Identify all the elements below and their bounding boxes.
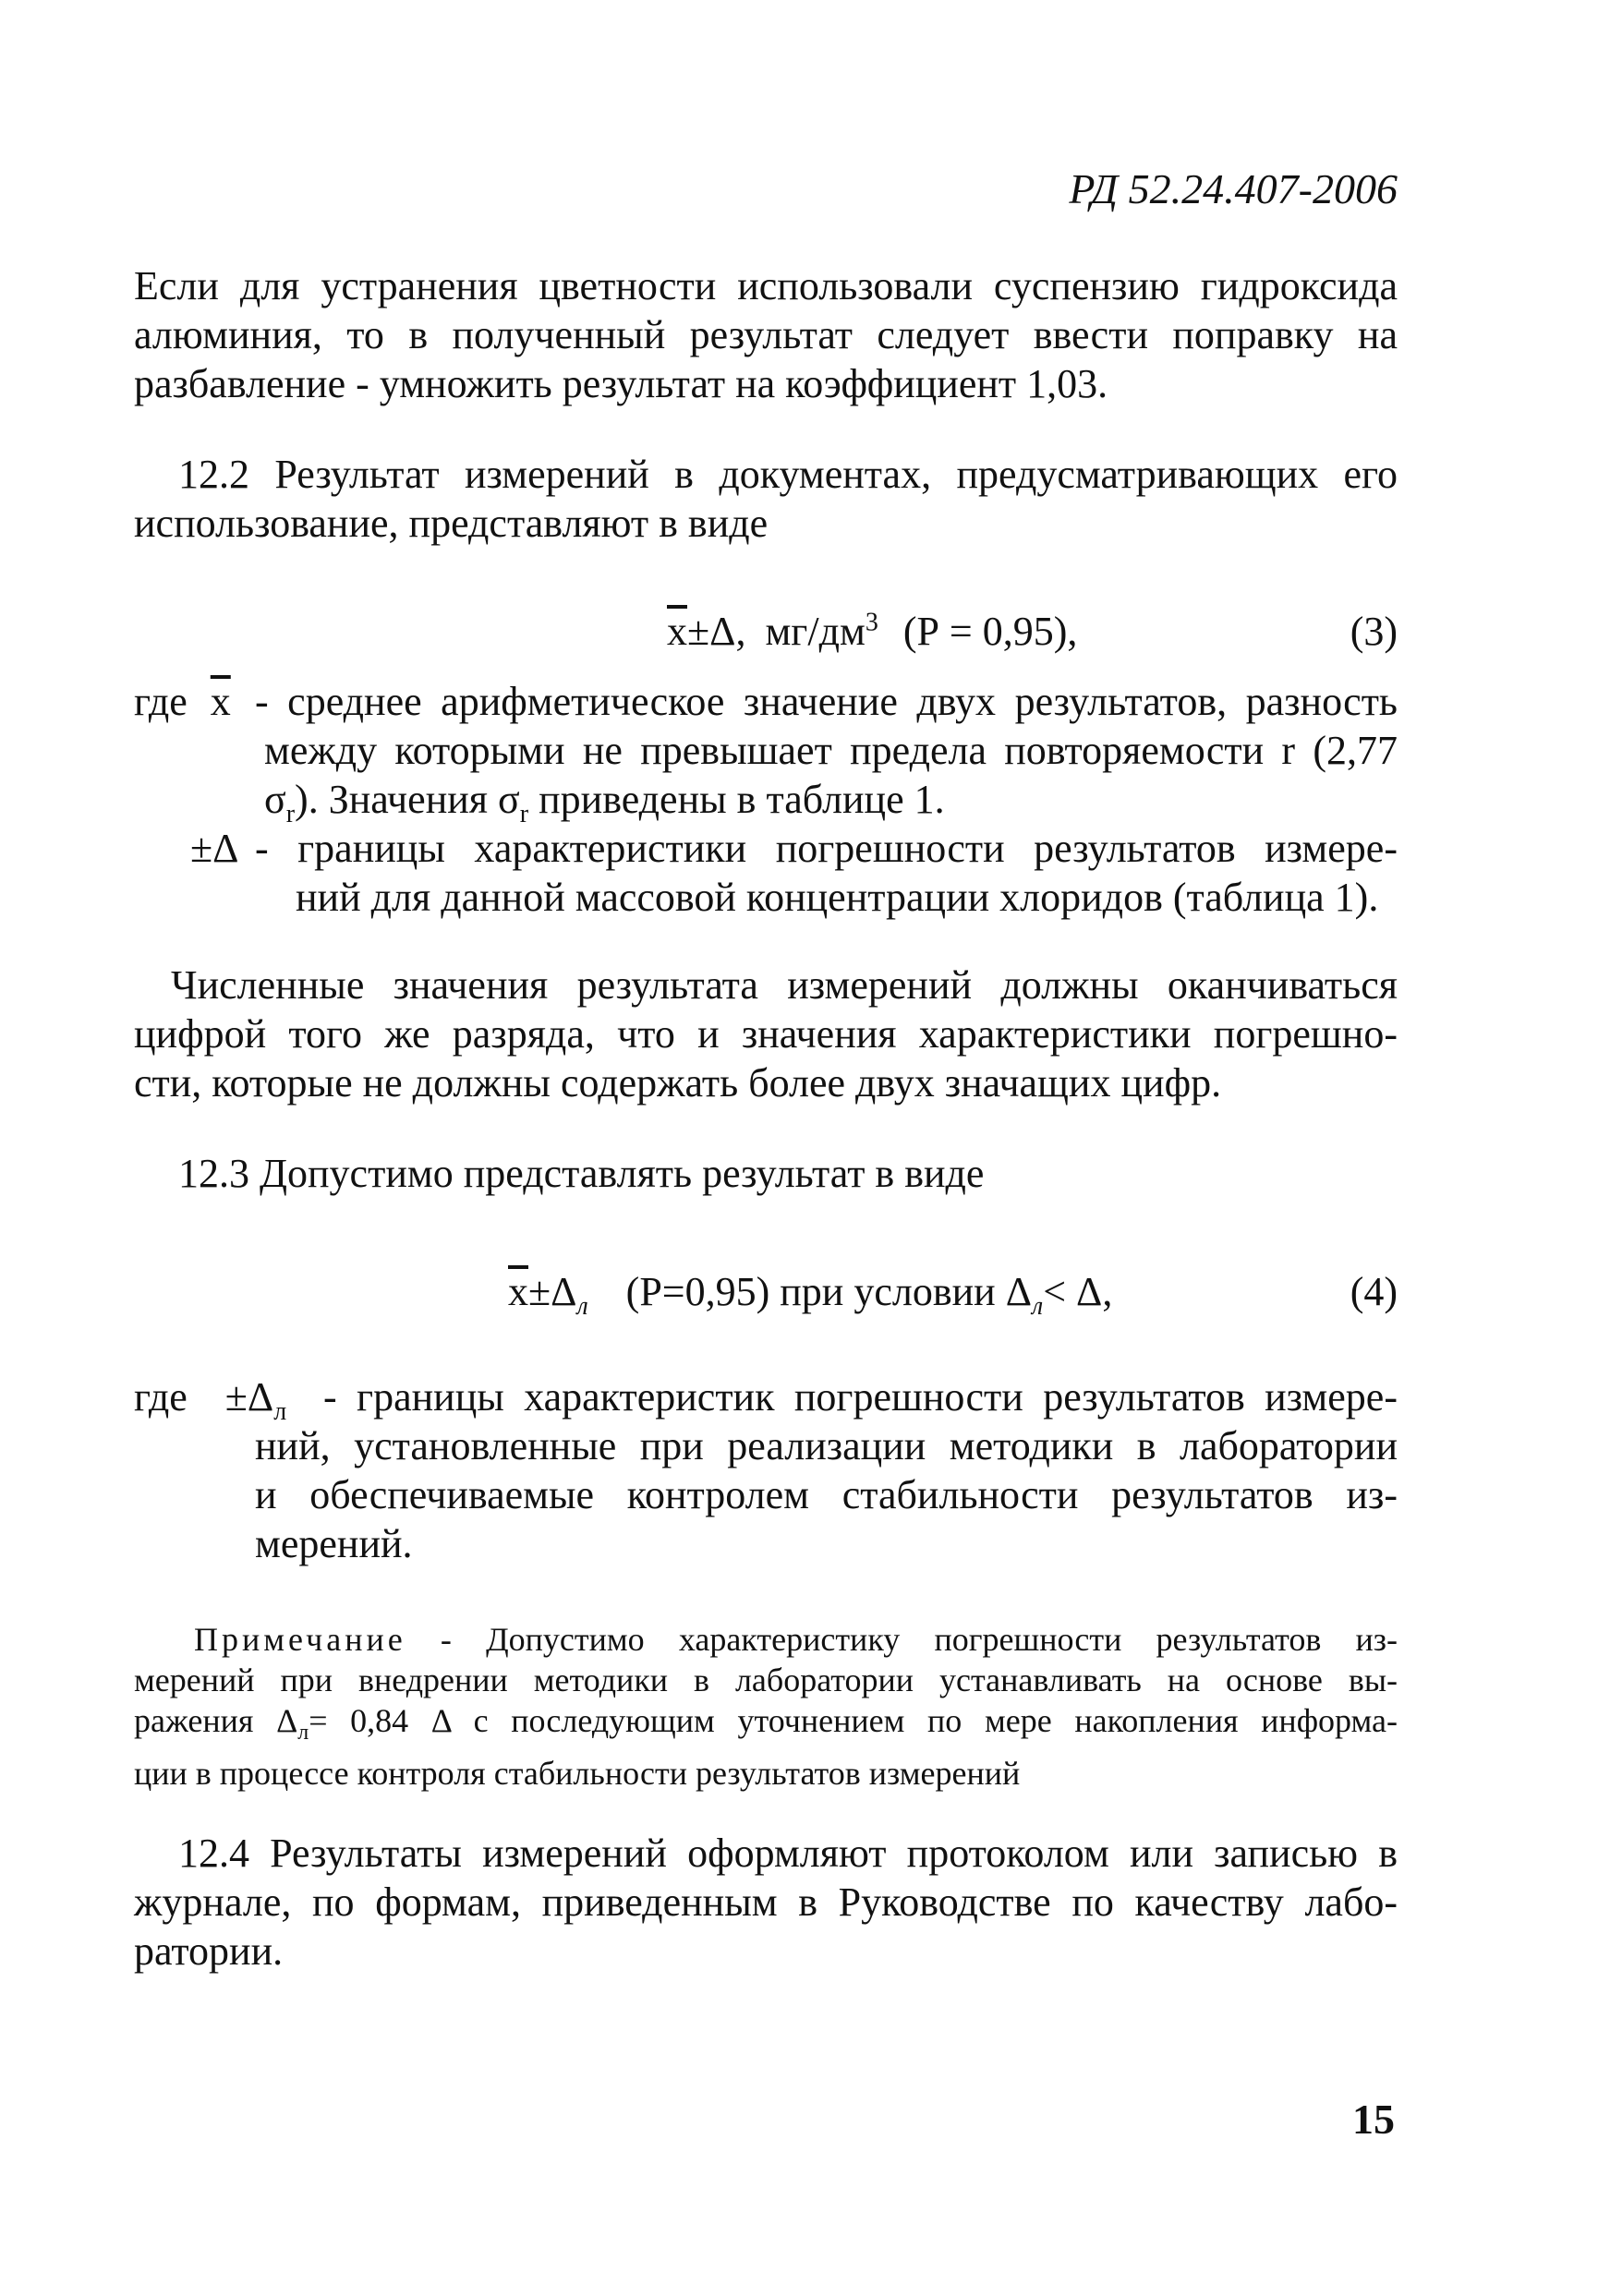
text-line: Если для устранения цветности использовали суспензию гидроксида xyxy=(134,263,1398,308)
x-mean-symbol: $\overline{x}$ xyxy=(210,679,231,724)
paragraph-12-4 xyxy=(134,1829,1398,1976)
text-line: - среднее арифметическое значение двух результатов, разность xyxy=(255,679,1398,724)
text-line: мерений при внедрении методики в лаборатории устанавливать на основе вы- xyxy=(134,1662,1398,1698)
text-fragment: ). Значения σ xyxy=(295,777,520,822)
where-label: где xyxy=(134,679,188,724)
definition-pm-delta-lab xyxy=(323,1372,1398,1421)
formula-4 xyxy=(508,1268,1112,1322)
text-fragment: приведены в таблице 1. xyxy=(528,777,945,822)
text-line: алюминия, то в полученный результат следует ввести поправку на xyxy=(134,312,1398,357)
note-label: Примечание xyxy=(194,1621,406,1658)
x-mean-symbol: $\overline{x}$ xyxy=(667,609,687,654)
text-line: использование, представляют в виде xyxy=(134,501,769,546)
text-line xyxy=(134,1700,1398,1753)
paragraph-12-3 xyxy=(178,1149,1379,1198)
text-line: - границы характеристик погрешности результатов измере- xyxy=(323,1374,1398,1420)
document-code-header: РД 52.24.407-2006 xyxy=(1069,165,1398,212)
formula-unit-exponent: 3 xyxy=(865,608,878,637)
definition-pm-delta xyxy=(255,824,1398,922)
text-line: цифрой того же разряда, что и значения характеристики погрешно- xyxy=(134,1011,1398,1057)
formula-condition: (Р = 0,95), xyxy=(902,609,1078,654)
formula-unit: мг/дм xyxy=(765,609,866,654)
equation-number-4: (4) xyxy=(1350,1269,1398,1314)
paragraph-12-2 xyxy=(134,450,1398,548)
subscript: л xyxy=(297,1721,309,1746)
formula-condition: (Р=0,95) при условии Δ xyxy=(625,1269,1033,1314)
text-line: 12.3 Допустимо представлять результат в виде xyxy=(178,1151,985,1196)
page-number: 15 xyxy=(1352,2096,1395,2143)
text-line: Численные значения результата измерений должны оканчиваться xyxy=(171,962,1398,1008)
note-block-cont xyxy=(134,1660,1398,1794)
text-fragment: - Допустимо характеристику погрешности результатов из- xyxy=(406,1621,1398,1658)
equation-number-3: (3) xyxy=(1350,609,1398,654)
note-block xyxy=(194,1619,1398,1660)
subscript: л xyxy=(1032,1291,1044,1321)
text-fragment: = 0,84 Δ с последующим уточнением по мере накопления информа- xyxy=(309,1702,1398,1739)
text-line xyxy=(194,1619,1398,1660)
subscript: л xyxy=(576,1291,588,1321)
formula-condition-tail: < Δ, xyxy=(1043,1269,1113,1314)
where-lead-1 xyxy=(134,677,231,726)
text-line: журнале, по формам, приведенным в Руководстве по качеству лабо- xyxy=(134,1879,1398,1925)
subscript: л xyxy=(273,1396,287,1426)
text-line: сти, которые не должны содержать более двух значащих цифр. xyxy=(134,1060,1222,1106)
text-line: мерений. xyxy=(255,1521,413,1566)
text-line: ратории. xyxy=(134,1928,284,1974)
text-fragment: ражения Δ xyxy=(134,1702,298,1739)
where-label: где xyxy=(134,1374,188,1420)
text-line: 12.4 Результаты измерений оформляют протоколом или записью в xyxy=(178,1831,1398,1876)
text-line: 12.2 Результат измерений в документах, предусматривающих его xyxy=(178,452,1398,497)
x-mean-symbol: $\overline{x}$ xyxy=(508,1269,528,1314)
paragraph-numeric-values xyxy=(134,961,1398,1107)
formula-3 xyxy=(667,608,1077,655)
text-line: и обеспечиваемые контролем стабильности результатов из- xyxy=(255,1472,1398,1517)
subscript: r xyxy=(519,799,529,828)
formula-pm-delta: ±Δ xyxy=(528,1269,577,1314)
text-line: разбавление - умножить результат на коэффициент 1,03. xyxy=(134,361,1108,406)
text-line: ний для данной массовой концентрации хлоридов (таблица 1). xyxy=(296,875,1379,920)
formula-pm-delta: ±Δ, xyxy=(687,609,746,654)
term-pm-delta: ±Δ xyxy=(190,826,239,871)
term-pm-delta-lab: ±Δ xyxy=(224,1374,274,1420)
text-line: ний, установленные при реализации методики в лаборатории xyxy=(255,1423,1398,1468)
text-line: - границы характеристики погрешности результатов измере- xyxy=(255,826,1398,871)
paragraph-dilution-correction xyxy=(134,261,1398,408)
definition-x-mean xyxy=(255,677,1398,839)
sigma-symbol: σ xyxy=(264,777,286,822)
text-line: ции в процессе контроля стабильности результатов измерений xyxy=(134,1755,1021,1793)
subscript: r xyxy=(285,799,296,828)
definition-pm-delta-lab-cont xyxy=(255,1421,1398,1568)
text-line: между которыми не превышает предела повторяемости r (2,77 xyxy=(264,728,1398,773)
